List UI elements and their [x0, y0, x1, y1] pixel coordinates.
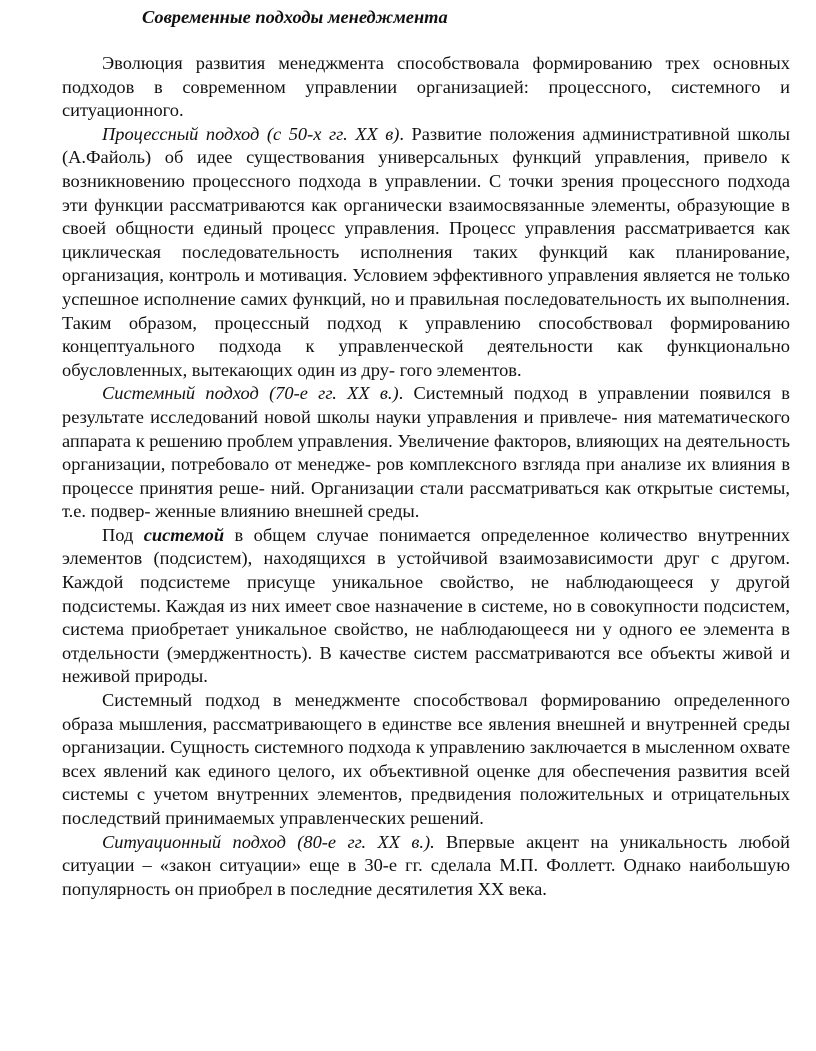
paragraph-text: . Развитие положения административной школы (А.Файоль) об идее существования универсальных функций управления, привело к возникновению процессного подхода в управлении. С точки зрения процессного подхода эти функции рассматриваются как органически взаимосвязанные элементы, образующие в своей общности единый процесс управления. Процесс управления рассматривается как циклическая последовательность исполнения таких функций как планирование, организация, контроль и мотивация. Условием эффективного управления является не только успешное исполнение самих функций, но и правильная последовательность их выполнения. Таким образом, процессный подход к управлению способствовал формированию концептуального подхода к управленческой деятельности как функционально обусловленных, вытекающих один из дру- гого элементов.: [62, 123, 790, 380]
paragraph-situational-approach: [62, 831, 790, 902]
paragraph-text: в общем случае понимается определенное количество внутренних элементов (подсистем), находящихся в устойчивой взаимозависимости друг с другом. Каждой подсистеме присуще уникальное свойство, не наблюдающееся у другой подсистемы. Каждая из них имеет свое назначение в системе, но в совокупности подсистем, система приобретает уникальное свойство, не наблюдающееся ни у одного ее элемента в отдельности (эмерджентность). В качестве систем рассматриваются все объекты живой и неживой природы.: [62, 524, 790, 687]
paragraph-system-definition: [62, 524, 790, 689]
paragraph-text: Впервые акцент на уникальность любой ситуации – «закон ситуации» еще в 30-е гг. сделала М.П. Фоллетт. Однако наибольшую популярность он приобрел в последние десятилетия XX века.: [62, 831, 790, 899]
section-lead-situational: Ситуационный подход (80-е гг. XX в.).: [102, 831, 435, 852]
paragraph-intro: [62, 52, 790, 123]
page-title: Современные подходы менеджмента: [142, 7, 448, 27]
term-system: системой: [143, 524, 225, 545]
paragraph-system-approach: [62, 382, 790, 524]
paragraph-text: Системный подход в менеджменте способствовал формированию определенного образа мышления, рассматривающего в единстве все явления внешней и внутренней среды организации. Сущность системного подхода к управлению заключается в мысленном охвате всех явлений как единого целого, их объективной оценке для обеспечения развития всей системы с учетом внутренних элементов, предвидения положительных и отрицательных последствий принимаемых управленческих решений.: [62, 690, 790, 828]
paragraph-process-approach: [62, 123, 790, 383]
section-lead-process: Процессный подход (с 50-х гг. XX в): [102, 123, 400, 144]
paragraph-text: Эволюция развития менеджмента способствовала формированию трех основных подходов в современном управлении организацией: процессного, системного и ситуационного.: [62, 53, 790, 121]
paragraph-text: . Системный подход в управлении появился в результате исследований новой школы науки управления и привлече- ния математического аппарата к решению проблем управления. Увеличение факторов, влияющих на деятельность организации, потребовало от менедже- ров комплексного взгляда при анализе их влияния в процессе принятия реше- ний. Организации стали рассматриваться как открытые системы, т.е. подвер- женные влиянию внешней среды.: [62, 383, 790, 522]
paragraph-system-management: [62, 689, 790, 831]
paragraph-text-before: Под: [102, 524, 144, 545]
section-lead-system: Системный подход (70-е гг. XX в.): [102, 383, 399, 404]
